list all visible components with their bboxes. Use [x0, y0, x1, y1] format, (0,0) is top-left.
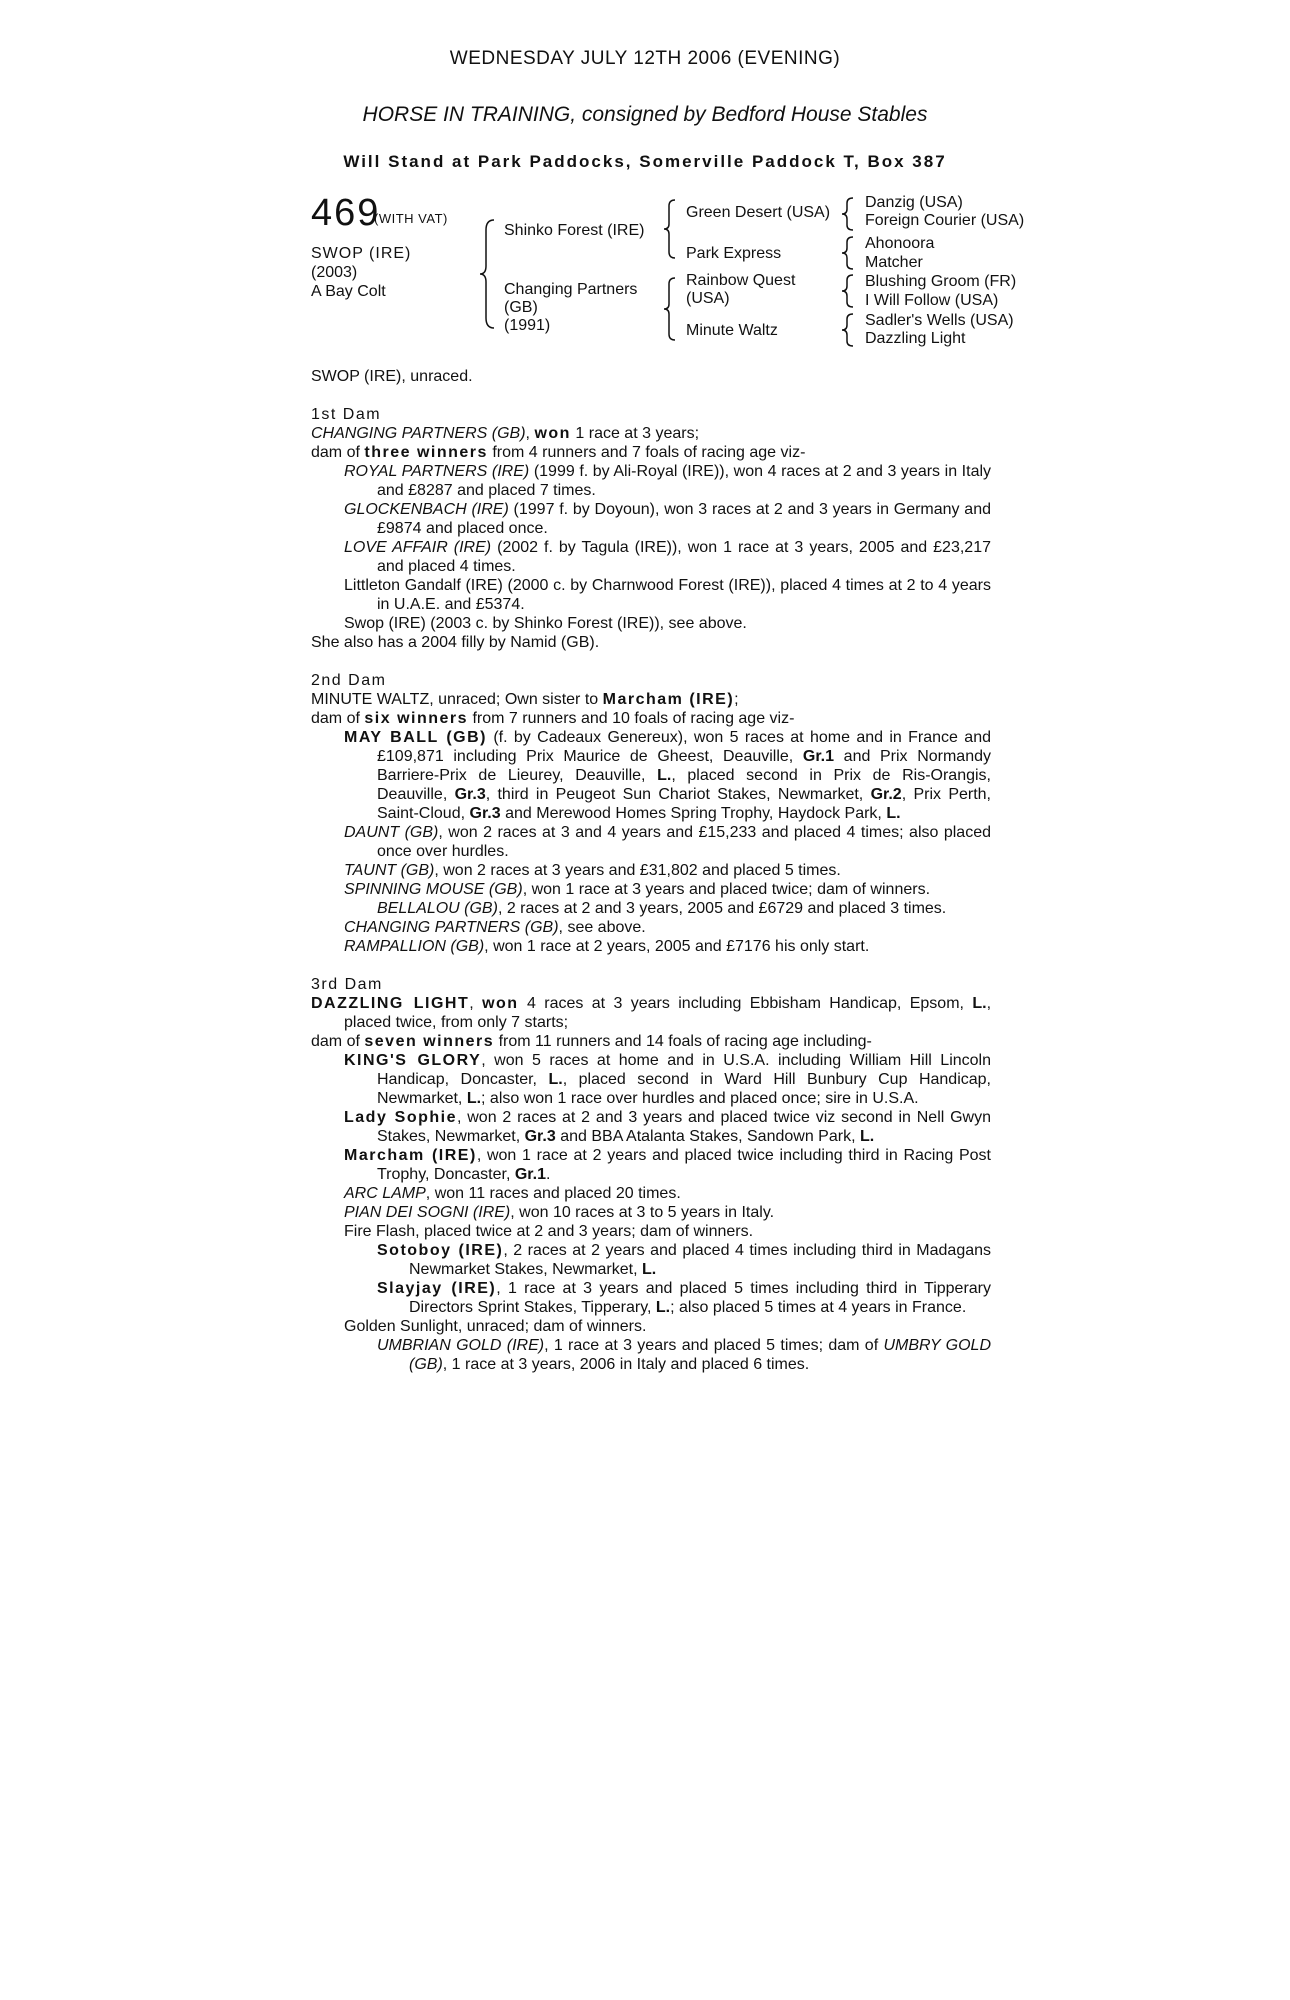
unraced-note: SWOP (IRE), unraced.: [311, 368, 473, 385]
text: dam of: [311, 710, 360, 727]
produce-entry: [311, 1241, 991, 1279]
pedigree-dam-line: (1991): [504, 317, 551, 334]
produce-name: MAY BALL (GB): [344, 729, 487, 746]
pedigree-ancestor: Sadler's Wells (USA): [865, 312, 1014, 329]
pedigree-dam-line: (GB): [504, 299, 538, 316]
sister-name: Marcham (IRE): [602, 691, 735, 708]
grade: L.: [972, 995, 987, 1012]
pedigree-ancestor: Blushing Groom (FR): [865, 273, 1017, 290]
first-dam-line: CHANGING PARTNERS (GB), won 1 race at 3 years;: [311, 425, 700, 442]
produce-entry: [311, 500, 991, 538]
produce-name: LOVE AFFAIR (IRE): [344, 539, 492, 556]
text: MINUTE WALTZ, unraced; Own sister to: [311, 691, 599, 708]
text: from 7 runners and 10 foals of racing age viz-: [472, 710, 795, 727]
produce-name: SPINNING MOUSE (GB): [344, 881, 523, 898]
produce-entry: [311, 462, 991, 500]
text: , see above.: [558, 919, 646, 936]
produce-entry: Golden Sunlight, unraced; dam of winners.: [344, 1318, 647, 1335]
produce-name: UMBRIAN GOLD (IRE): [377, 1337, 545, 1354]
text: (f. by Cadeaux Genereux), won 5 races at home and in France and £109,871 including Prix Maurice de Gheest, Deauville,: [377, 729, 991, 765]
text: (1997 f. by Doyoun), won 3 races at 2 and 3 years in Germany and £9874 and placed once.: [377, 501, 992, 537]
lot-number: 469: [311, 192, 381, 234]
text: 1 race at 3 years;: [575, 425, 700, 442]
grade: L.: [886, 805, 901, 822]
text: , won 1 race at 2 years, 2005 and £7176 his only start.: [484, 938, 870, 955]
text: and Prix Normandy Barriere-Prix de Lieurey, Deauville,: [377, 748, 991, 784]
second-dam-line: [311, 690, 991, 709]
text: .: [545, 1166, 551, 1183]
grade: Gr.3: [454, 786, 486, 803]
pedigree-sire: Shinko Forest (IRE): [504, 222, 645, 239]
pedigree-brace-g2: [842, 235, 856, 271]
produce-name: KING'S GLORY: [344, 1052, 482, 1069]
pedigree-sire-dam: Park Express: [686, 245, 782, 262]
text: , 1 race at 3 years and placed 5 times including third in Tipperary Directors Sprint Stakes, Tipperary,: [409, 1280, 991, 1316]
pedigree-ancestor: Dazzling Light: [865, 330, 966, 347]
text: dam of: [311, 444, 360, 461]
sale-date: WEDNESDAY JULY 12TH 2006 (EVENING): [449, 48, 841, 69]
text: ;: [734, 691, 739, 708]
text: dam of: [311, 1033, 360, 1050]
text: , won 10 races at 3 to 5 years in Italy.: [510, 1204, 775, 1221]
third-dam-produce-summary: [311, 1032, 991, 1051]
text: , won 2 races at 3 and 4 years and £15,233 and placed 4 times; also placed once over hurdles.: [377, 824, 992, 860]
produce-name: Lady Sophie: [344, 1109, 457, 1126]
pedigree-brace-g4: [842, 312, 856, 348]
text: (1999 f. by Ali-Royal (IRE)), won 4 races at 2 and 3 years in Italy and £8287 and placed 7 times.: [377, 463, 992, 499]
grade: Gr.1: [514, 1166, 546, 1183]
winners-count: three winners: [364, 444, 488, 461]
produce-entry: [311, 538, 991, 576]
text: from 11 runners and 14 foals of racing age including-: [498, 1033, 872, 1050]
produce-name: UMBRY GOLD (GB): [409, 1337, 991, 1373]
catalogue-body: [311, 367, 991, 1374]
pedigree-ancestor: Matcher: [865, 254, 923, 271]
text: , placed twice, from only 7 starts;: [344, 995, 992, 1031]
produce-name: DAUNT (GB): [344, 824, 439, 841]
winners-count: seven winners: [364, 1033, 495, 1050]
produce-entry: [311, 1146, 991, 1184]
grade: L.: [466, 1090, 482, 1107]
text: , won 1 race at 2 years and placed twice including third in Racing Post Trophy, Doncaster,: [377, 1147, 991, 1183]
produce-entry: [311, 1051, 991, 1108]
pedigree-dam-sire: [686, 272, 795, 308]
produce-entry: [311, 1184, 991, 1203]
filly-note: She also has a 2004 filly by Namid (GB).: [311, 634, 600, 651]
second-dam-produce-summary: [311, 709, 991, 728]
produce-name: ARC LAMP: [344, 1185, 426, 1202]
horse-name: SWOP (IRE): [311, 245, 412, 262]
grade: Gr.1: [802, 748, 835, 765]
text: and Merewood Homes Spring Trophy, Haydock Park,: [505, 805, 882, 822]
produce-entry: [311, 1279, 991, 1317]
produce-entry: [311, 1203, 991, 1222]
horse-details: [311, 244, 411, 301]
produce-entry: [311, 861, 991, 880]
won-word: won: [534, 425, 571, 442]
text: , Prix Perth, Saint-Cloud,: [377, 786, 991, 822]
text: , won 11 races and placed 20 times.: [425, 1185, 681, 1202]
third-dam-heading: 3rd Dam: [311, 976, 383, 993]
text: , won 5 races at home and in U.S.A. including William Hill Lincoln Handicap, Doncaster,: [377, 1052, 992, 1088]
pedigree-brace-g3: [842, 273, 856, 309]
pedigree-dam: [504, 281, 637, 335]
produce-entry: [311, 1108, 991, 1146]
text: , 1 race at 3 years and placed 5 times; dam of: [544, 1337, 879, 1354]
grade: Gr.3: [524, 1128, 556, 1145]
produce-entry: [311, 899, 991, 918]
produce-entry: [311, 728, 991, 823]
text: , won 1 race at 3 years and placed twice; dam of winners.: [522, 881, 931, 898]
produce-entry: Fire Flash, placed twice at 2 and 3 years; dam of winners.: [344, 1223, 754, 1240]
produce-entry: [311, 918, 991, 937]
produce-entry: [311, 880, 991, 899]
grade: L.: [641, 1261, 657, 1278]
text: , 2 races at 2 years and placed 4 times including third in Madagans Newmarket Stakes, Newmarket,: [409, 1242, 992, 1278]
dam-name: DAZZLING LIGHT: [311, 995, 470, 1012]
produce-name: CHANGING PARTNERS (GB): [344, 919, 559, 936]
produce-entry: [311, 1336, 991, 1374]
text: , third in Peugeot Sun Chariot Stakes, Newmarket,: [485, 786, 864, 803]
text: , placed second in Ward Hill Bunbury Cup Handicap, Newmarket,: [377, 1071, 992, 1107]
text: , placed second in Prix de Ris-Orangis, Deauville,: [377, 767, 991, 803]
pedigree-ancestor: Ahonoora: [865, 235, 935, 252]
text: , won 2 races at 3 years and £31,802 and placed 5 times.: [434, 862, 841, 879]
consignment-title: HORSE IN TRAINING, consigned by Bedford House Stables: [362, 103, 928, 126]
grade: L.: [859, 1128, 875, 1145]
produce-name: Sotoboy (IRE): [377, 1242, 504, 1259]
grade: L.: [548, 1071, 563, 1088]
produce-entry: Littleton Gandalf (IRE) (2000 c. by Charnwood Forest (IRE)), placed 4 times at 2 to 4 years in U.A.E. and £5374.: [344, 577, 991, 613]
text: (2002 f. by Tagula (IRE)), won 1 race at 3 years, 2005 and £23,217 and placed 4 times.: [377, 539, 991, 575]
third-dam-line: DAZZLING LIGHT, won 4 races at 3 years including Ebbisham Handicap, Epsom, L., placed twice, from only 7 starts;: [311, 995, 992, 1031]
grade: Gr.2: [870, 786, 902, 803]
text: and BBA Atalanta Stakes, Sandown Park,: [560, 1128, 856, 1145]
produce-name: TAUNT (GB): [344, 862, 435, 879]
pedigree-dam-sire-line: Rainbow Quest: [686, 272, 796, 289]
produce-name: Marcham (IRE): [344, 1147, 477, 1164]
first-dam-produce-summary: [311, 443, 991, 462]
first-dam-heading: 1st Dam: [311, 406, 382, 423]
text: 4 races at 3 years including Ebbisham Handicap, Epsom,: [526, 995, 964, 1012]
produce-entry: [311, 937, 991, 956]
text: , won 2 races at 2 and 3 years and placed twice viz second in Nell Gwyn Stakes, Newmarket,: [377, 1109, 991, 1145]
grade: Gr.3: [469, 805, 501, 822]
pedigree-ancestor: Foreign Courier (USA): [865, 212, 1025, 229]
text: , 2 races at 2 and 3 years, 2005 and £6729 and placed 3 times.: [497, 900, 947, 917]
text: ; also won 1 race over hurdles and placed once; sire in U.S.A.: [481, 1090, 919, 1107]
pedigree-ancestor: Danzig (USA): [865, 194, 963, 211]
pedigree-sire-sire: Green Desert (USA): [686, 204, 831, 221]
vat-note: (WITH VAT): [374, 211, 448, 226]
pedigree-brace-sire: [664, 198, 678, 260]
produce-name: GLOCKENBACH (IRE): [344, 501, 509, 518]
pedigree-dam-line: Changing Partners: [504, 281, 638, 298]
produce-name: RAMPALLION (GB): [344, 938, 485, 955]
produce-name: Slayjay (IRE): [377, 1280, 497, 1297]
produce-entry: [311, 823, 991, 861]
pedigree-dam-sire-line: (USA): [686, 290, 730, 307]
pedigree-ancestor: I Will Follow (USA): [865, 292, 999, 309]
produce-name: PIAN DEI SOGNI (IRE): [344, 1204, 511, 1221]
dam-name: CHANGING PARTNERS (GB): [311, 425, 526, 442]
text: , 1 race at 3 years, 2006 in Italy and placed 6 times.: [442, 1356, 810, 1373]
winners-count: six winners: [364, 710, 469, 727]
horse-description: A Bay Colt: [311, 283, 386, 300]
horse-year: (2003): [311, 264, 358, 281]
pedigree-brace-main: [480, 218, 498, 330]
pedigree-dam-dam: Minute Waltz: [686, 322, 778, 339]
won-word: won: [482, 995, 519, 1012]
text: ; also placed 5 times at 4 years in France.: [670, 1299, 967, 1316]
pedigree-brace-dam: [664, 276, 678, 342]
second-dam-heading: 2nd Dam: [311, 672, 387, 689]
pedigree-brace-g1: [842, 196, 856, 232]
text: from 4 runners and 7 foals of racing age viz-: [492, 444, 806, 461]
produce-entry: Swop (IRE) (2003 c. by Shinko Forest (IRE)), see above.: [344, 615, 747, 632]
produce-name: ROYAL PARTNERS (IRE): [344, 463, 530, 480]
grade: L.: [655, 1299, 671, 1316]
produce-name: BELLALOU (GB): [377, 900, 498, 917]
stand-location: Will Stand at Park Paddocks, Somerville Paddock T, Box 387: [343, 152, 947, 171]
grade: L.: [657, 767, 672, 784]
